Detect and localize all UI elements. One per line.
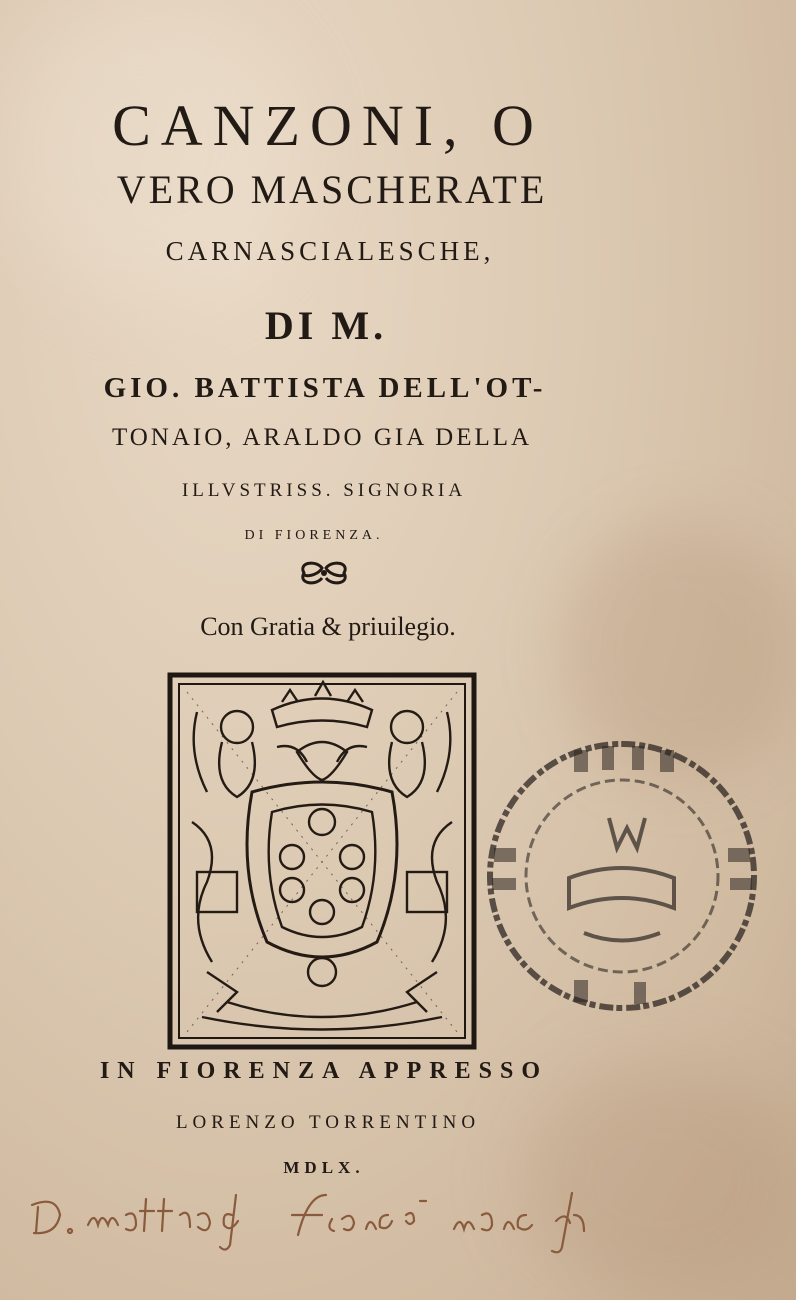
author-line-2: TONAIO, ARALDO GIA DELLA <box>111 424 533 451</box>
author-line-3: ILLVSTRISS. SIGNORIA <box>181 480 467 501</box>
imprint-place: IN FIORENZA APPRESSO <box>99 1058 549 1084</box>
paper-stain <box>520 1060 796 1300</box>
privilege-line: Con Gratia & priuilegio. <box>200 612 456 641</box>
title-line-1: CANZONI, O <box>112 93 544 158</box>
imprint-year: MDLX. <box>283 1158 365 1177</box>
title-line-3: CARNASCIALESCHE, <box>165 236 495 266</box>
author-line-4: DI FIORENZA. <box>244 528 384 543</box>
medici-coat-of-arms-woodcut <box>167 672 477 1050</box>
handwritten-ownership-inscription <box>26 1185 626 1255</box>
imprint-printer: LORENZO TORRENTINO <box>175 1112 481 1133</box>
title-line-2: VERO MASCHERATE <box>116 167 548 212</box>
fleuron-ornament-icon <box>0 556 722 598</box>
author-prefix: DI M. <box>264 303 388 348</box>
library-ownership-stamp <box>484 738 760 1014</box>
author-line-1: GIO. BATTISTA DELL'OT- <box>103 372 547 404</box>
